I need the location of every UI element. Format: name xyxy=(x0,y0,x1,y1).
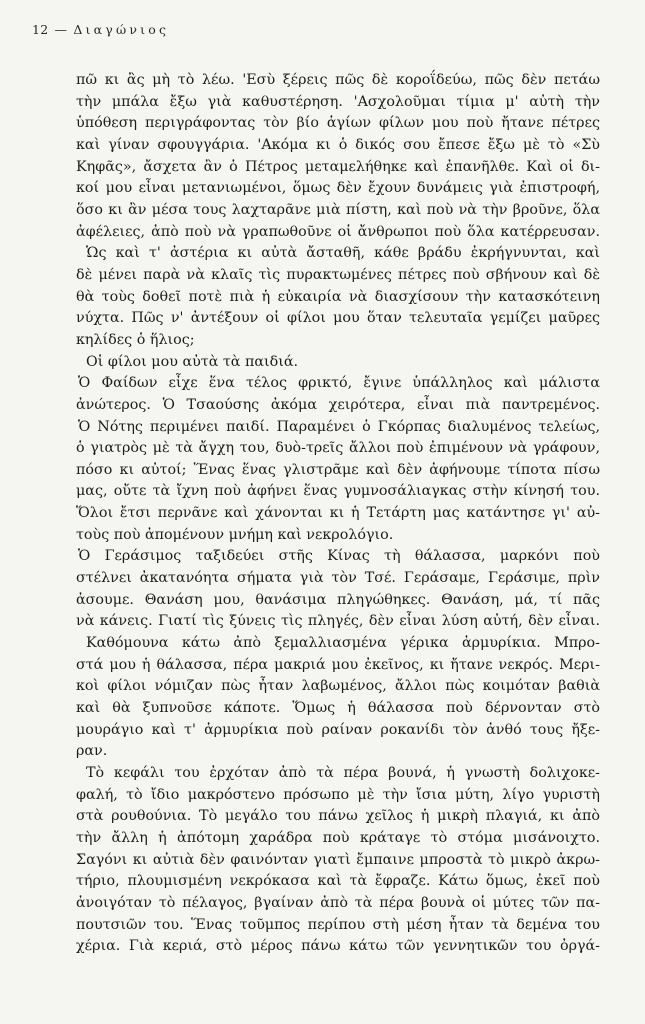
text-line: κηλίδες ὁ ἥλιος; xyxy=(76,331,195,348)
text-line: Ὁ Νότης περιμένει παιδί. Παραμένει ὁ Γκόρπας διαλυμένος τελείως, xyxy=(78,418,600,435)
text-line: Ὡς καὶ τ' ἀστέρια κι αὐτὰ ἄσταθῆ, κάθε βράδυ ἐκρήγνυνται, καὶ xyxy=(86,245,600,262)
body-text xyxy=(76,70,600,958)
text-line: στά μου ἡ θάλασσα, πέρα μακριά μου ἐκεῖνος, κι ἤτανε νεκρός. Μερι- xyxy=(76,656,600,673)
running-title: Διαγώνιος xyxy=(73,22,170,37)
text-line: τὴν ἄλλη ἡ ἀπότομη χαράδρα ποὺ κράταγε τὸ στόμα μισάνοιχτο. xyxy=(76,829,600,846)
text-line: φαλή, τὸ ἴδιο μακρόστενο πρόσωπο μὲ τὴν ἴσια μύτη, λίγο γυριστὴ xyxy=(76,786,600,803)
text-line: ραν. xyxy=(76,743,108,760)
text-line: στέλνει ἀκατανόητα σήματα γιὰ τὸν Τσέ. Γεράσαμε, Γεράσιμε, πρὶν xyxy=(76,570,600,587)
text-line: νὰ κάνεις. Γιατί τὶς ξύνεις τὶς πληγές, δὲν εἶναι λύση αὐτή, δὲν εἶναι. xyxy=(76,613,600,630)
text-line: θὰ τοὺς δοθεῖ ποτὲ πιὰ ἡ εὐκαιρία νὰ διασχίσουν τὴν κατασκότεινη xyxy=(76,288,600,305)
text-line: πῶ κι ἂς μὴ τὸ λέω. 'Εσὺ ξέρεις πῶς δὲ κοροΐδεύω, πῶς δὲν πετάω xyxy=(76,72,600,88)
header-dash: — xyxy=(54,22,68,37)
text-line: καὶ γίναν σφουγγάρια. 'Ακόμα κι ὁ δικός σου ἔπεσε ἔξω μὲ τὸ «Σὺ xyxy=(76,136,600,153)
text-line: ἀνοιγόταν τὸ πέλαγος, βγαίναν ἀπὸ τὰ πέρα βουνὰ οἱ μύτες τῶν πα- xyxy=(76,894,600,911)
text-line: νύχτα. Πῶς ν' ἀντέξουν οἱ φίλοι μου ὅταν τελευταῖα γεμίζει μαῦρες xyxy=(76,310,600,327)
text-line: τὴν μπάλα ἔξω γιὰ καθυστέρηση. 'Ασχολοῦμαι τίμια μ' αὐτὴ τὴν xyxy=(76,93,600,110)
page-number: 12 xyxy=(32,22,49,37)
text-line: τήριο, πλουμισμένη νεκρόκασα καὶ τὰ ἔφραζε. Κάτω ὅμως, ἐκεῖ ποὺ xyxy=(76,873,600,890)
text-line: στὰ ρουθούνια. Τὸ μεγάλο του πάνω χεῖλος ἡ μικρὴ πλαγιά, κι ἀπὸ xyxy=(76,808,600,825)
text-line: ἀσουμε. Θανάση μου, θανάσιμα πληγώθηκες. Θανάση, μά, τί πᾶς xyxy=(76,591,600,608)
text-line: μουράγιο καὶ τ' ἁρμυρίκια ποὺ ραίναν ροκανίδι τὸν ἀνθό τους ἤξε- xyxy=(76,721,600,738)
text-line: Καθόμουνα κάτω ἀπὸ ξεμαλλιασμένα γέρικα ἁρμυρίκια. Μπρο- xyxy=(86,635,600,652)
text-line: κοί μου εἶναι μετανιωμένοι, ὅμως δὲν ἔχουν δυνάμεις γιὰ ἐπιστροφή, xyxy=(76,180,600,197)
text-line: ὑπόθεση περιγράφοντας τὸν βίο ἁγίων φίλων μου ποὺ ἤτανε πέτρες xyxy=(76,115,600,132)
text-line: Οἱ φίλοι μου αὐτὰ τὰ παιδιά. xyxy=(86,353,299,370)
text-line: πόσο κι αὐτοί; Ἕνας ἕνας γλιστρᾶμε καὶ δὲν ἀφήνουμε τίποτα πίσω xyxy=(76,461,600,478)
text-line: Ὁ Γεράσιμος ταξιδεύει στῆς Κίνας τὴ θάλασσα, μαρκόνι ποὺ xyxy=(78,548,600,565)
text-line: τοὺς ποὺ ἀπομένουν μνήμη καὶ νεκρολόγιο. xyxy=(76,526,394,543)
text-line: πουτσιῶν του. Ἕνας τοῦμπος περίπου στὴ μέση ἦταν τὰ δεμένα του xyxy=(76,916,600,933)
text-line: δὲ μένει παρὰ νὰ κλαῖς τὶς πυρακτωμένες πέτρες ποὺ σβήνουν καὶ δὲ xyxy=(76,266,600,283)
text-line: Τὸ κεφάλι του ἐρχόταν ἀπὸ τὰ πέρα βουνά, ἡ γνωστὴ δολιχοκε- xyxy=(86,765,600,781)
text-line: κοὶ φίλοι νόμιζαν πὼς ἦταν λαβωμένος, ἄλλοι πὼς κοιμόταν βαθιὰ xyxy=(76,678,600,695)
text-line: ὁ γιατρὸς μὲ τὰ ἄγχη του, δυὸ-τρεῖς ἄλλοι ποὺ ἐπιμένουν νὰ γράφουν, xyxy=(76,440,600,457)
text-line: Σαγόνι κι αὐτιὰ δὲν φαινόνταν γιατὶ ἔμπαινε μπροστὰ τὸ μικρὸ ἀκρω- xyxy=(76,851,600,868)
text-line: ἀφέλειες, ἀπὸ ποὺ νὰ γραπωθοῦνε οἱ ἄνθρωποι ποὺ ὅλα κατέρρευσαν. xyxy=(76,223,600,240)
text-line: Ὁ Φαίδων εἶχε ἕνα τέλος φρικτό, ἔγινε ὑπάλληλος καὶ μάλιστα xyxy=(78,375,600,392)
text-line: ὅσο κι ἂν μέσα τους λαχταρᾶνε μιὰ πίστη, καὶ ποὺ νὰ τὴν βροῦνε, ὅλα xyxy=(76,201,600,218)
text-line: μας, οὔτε τὰ ἴχνη ποὺ ἀφήνει ἕνας γυμνοσάλιαγκας στὴν κίνησή του. xyxy=(76,483,600,500)
text-line: Ὅλοι ἔτσι περνᾶνε καὶ χάνονται κι ἡ Τετάρτη μας κατάντησε γι' αὐ- xyxy=(76,505,600,522)
text-line: ἀνώτερος. Ὁ Τσαούσης ἀκόμα χειρότερα, εἶναι πιὰ παντρεμένος. xyxy=(76,396,600,413)
text-line: Κηφᾶς», ἄσχετα ἂν ὁ Πέτρος μεταμελήθηκε καὶ ἐπανῆλθε. Καὶ οἱ δι- xyxy=(76,158,600,175)
running-head xyxy=(32,22,169,37)
text-line: καὶ θὰ ξυπνοῦσε κάποτε. Ὅμως ἡ θάλασσα ποὺ δέρνονταν στὸ xyxy=(76,700,600,717)
text-line: χέρια. Γιὰ κεριά, στὸ μέρος πάνω κάτω τῶν γεννητικῶν του ὀργά- xyxy=(76,938,600,955)
